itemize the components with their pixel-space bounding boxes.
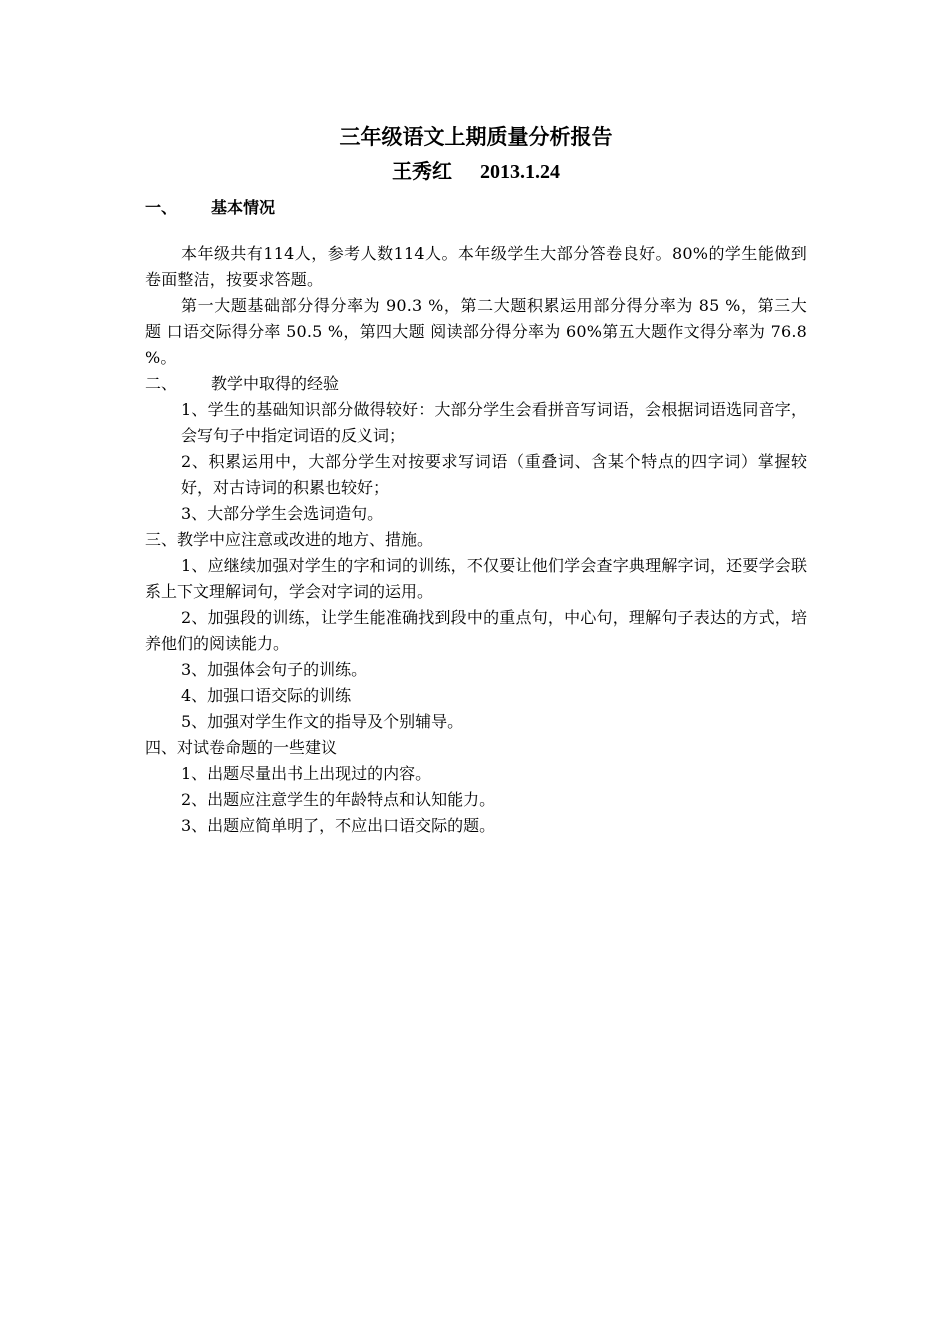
section-4-heading: 四、对试卷命题的一些建议 [145,738,338,757]
section-1-title: 基本情况 [211,198,276,217]
section-1-paragraph: 本年级共有114人，参考人数114人。本年级学生大部分答卷良好。80%的学生能做到卷面整洁，按要求答题。 [145,244,807,289]
section-3-item: 3、加强体会句子的训练。 [181,660,368,679]
section-3-item: 2、加强段的训练，让学生能准确找到段中的重点句，中心句，理解句子表达的方式，培养他们的阅读能力。 [145,608,807,653]
section-1-number: 一、 [145,198,178,217]
section-3-item: 4、加强口语交际的训练 [181,686,352,705]
section-3-item: 1、应继续加强对学生的字和词的训练，不仅要让他们学会查字典理解字词，还要学会联系上下文理解词句，学会对字词的运用。 [145,556,807,601]
author-name: 王秀红 [392,159,452,183]
document-title: 三年级语文上期质量分析报告 [339,124,613,149]
section-2-item: 1、学生的基础知识部分做得较好：大部分学生会看拼音写词语，会根据词语选同音字，会写句子中指定词语的反义词； [181,400,807,445]
section-2-heading [145,371,807,397]
section-3-heading: 三、教学中应注意或改进的地方、措施。 [145,530,434,549]
section-2-item: 3、大部分学生会选词造句。 [181,504,384,523]
section-4-item: 3、出题应简单明了，不应出口语交际的题。 [181,816,496,835]
section-2-number: 二、 [145,374,178,393]
document-body [145,120,807,839]
section-3-item: 5、加强对学生作文的指导及个别辅导。 [181,712,464,731]
author-line [145,154,807,189]
section-2-title: 教学中取得的经验 [211,374,340,393]
section-1-heading [145,195,807,221]
section-2-item: 2、积累运用中，大部分学生对按要求写词语（重叠词、含某个特点的四字词）掌握较好，对古诗词的积累也较好； [181,452,807,497]
section-4-item: 1、出题尽量出书上出现过的内容。 [181,764,432,783]
report-date: 2013.1.24 [480,161,560,183]
section-1-paragraph: 第一大题基础部分得分率为 90.3 %，第二大题积累运用部分得分率为 85 %，第三大题 口语交际得分率 50.5 %，第四大题 阅读部分得分率为 60%第五大题作文得分率为 76.8 %。 [145,296,807,367]
section-4-item: 2、出题应注意学生的年龄特点和认知能力。 [181,790,496,809]
